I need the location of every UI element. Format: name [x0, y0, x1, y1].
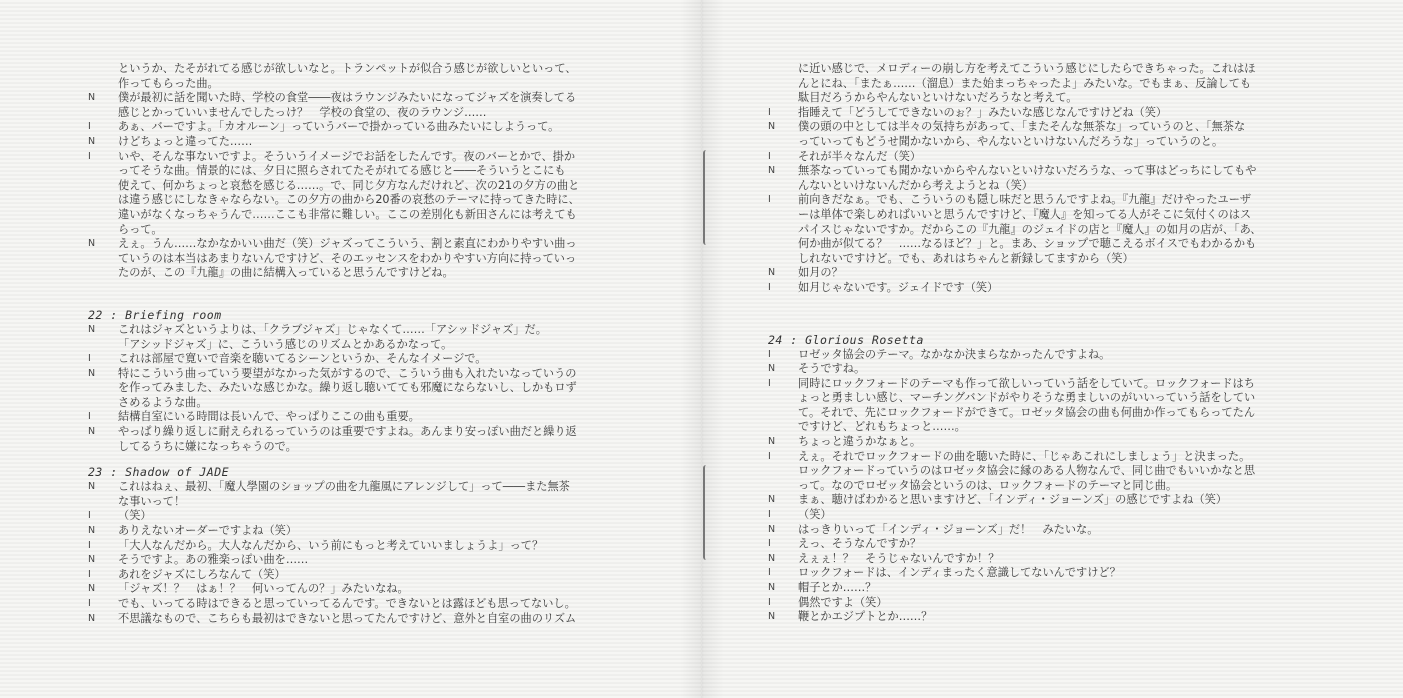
line-text: 作ってもらった曲。 [118, 76, 219, 90]
dialogue-line [88, 367, 648, 382]
dialogue-line [768, 120, 1328, 135]
dialogue-line [88, 480, 648, 495]
line-text: 何か曲が似てる？ ……なるほど？」と。まあ、ショップで聴こえるボイスでもわかるかも [798, 237, 1257, 251]
dialogue-line [768, 596, 1328, 611]
speaker-initial: N [768, 436, 776, 448]
line-text: 僕が最初に話を聞いた時、学校の食堂――夜はラウンジみたいになってジャズを演奏してる [118, 91, 577, 105]
dialogue-line [88, 193, 648, 208]
line-text: やっぱり繰り返しに耐えられるっていうのは重要ですよね。あんまり安っぽい曲だと繰り返 [118, 425, 577, 439]
line-text: これはジャズというよりは、「クラブジャズ」じゃなくて……「アシッドジャズ」だ。 [118, 322, 547, 336]
line-text: えぇ。それでロックフォードの曲を聴いた時に、「じゃあこれにしましょう」と決まった。 [798, 449, 1251, 463]
line-text: えぇ。うん……なかなかいい曲だ（笑）ジャズってこういう、割と素直にわかりやすい曲っ [118, 237, 577, 251]
dialogue-line [768, 91, 1328, 106]
dialogue-line [88, 77, 648, 92]
line-text: 違いがなくなっちゃうんで……ここも非常に難しい。ここの差別化も新田さんには考えても [118, 207, 577, 221]
line-text: えっ、そうなんですか？ [798, 537, 922, 551]
line-text: 如月じゃないです。ジェイドです（笑） [798, 280, 999, 294]
dialogue-line [88, 553, 648, 568]
line-text: （笑） [798, 508, 832, 522]
speaker-initial: I [768, 377, 771, 389]
dialogue-line [768, 450, 1328, 465]
dialogue-line [768, 377, 1328, 392]
line-text: 不思議なもので、こちらも最初はできないと思ってたんですけど、意外と自室の曲のリズム [118, 611, 577, 625]
dialogue-line [88, 509, 648, 524]
dialogue-line [768, 77, 1328, 92]
dialogue-line [768, 179, 1328, 194]
line-text: あれをジャズにしろなんて（笑） [118, 567, 286, 581]
dialogue-line [88, 120, 648, 135]
dialogue-line [88, 410, 648, 425]
speaker-initial: I [88, 510, 91, 522]
dialogue-line [768, 508, 1328, 523]
dialogue-line [768, 566, 1328, 581]
line-text: そうですね。 [798, 362, 866, 376]
line-text: 帽子とか……？ [798, 581, 877, 594]
dialogue-line [88, 164, 648, 179]
line-text: ーは単体で楽しめればいいと思うんですけど、『魔人』を知ってる人がそこに気付くのはス [798, 207, 1252, 221]
line-text: （笑） [118, 509, 152, 523]
dialogue-line [88, 425, 648, 440]
speaker-initial: I [768, 348, 771, 360]
line-text: 駄目だろうからやんないといけないだろうなと考えて。 [798, 91, 1078, 105]
dialogue-line [88, 582, 648, 597]
spacer [88, 281, 648, 307]
speaker-initial: N [768, 121, 776, 133]
line-text: してるうちに嫌になっちゃうので。 [118, 439, 297, 453]
line-text: 同時にロックフォードのテーマも作って欲しいっていう話をしていて。ロックフォードはち [798, 376, 1255, 390]
line-text: っていってもどうせ聞かないから、やんないといけないんだろうな」っていうのと。 [798, 134, 1224, 148]
dialogue-line [88, 135, 648, 150]
dialogue-line [88, 179, 648, 194]
dialogue-line [88, 338, 648, 353]
line-text: というか、たそがれてる感じが欲しいなと。トランペットが似合う感じが欲しいといって、 [118, 62, 577, 75]
speaker-initial: N [768, 523, 776, 535]
speaker-initial: N [768, 363, 776, 375]
line-text: らって。 [118, 222, 163, 236]
line-text: いや、そんな事ないですよ。そういうイメージでお話をしたんです。夜のバーとかで、掛か [118, 149, 576, 163]
speaker-initial: I [88, 568, 91, 580]
dialogue-line [768, 435, 1328, 450]
speaker-initial: I [768, 194, 771, 206]
speaker-initial: N [88, 612, 96, 624]
staple-bottom [703, 465, 709, 560]
spacer [768, 322, 1328, 332]
dialogue-line [88, 381, 648, 396]
dialogue-line [768, 106, 1328, 121]
speaker-initial: N [88, 367, 96, 379]
line-text: 結構自室にいる時間は長いんで、やっぱりここの曲も重要。 [118, 410, 420, 424]
line-text: ょっと勇ましい感じ、マーチングバンドがやりそうな勇ましいのがいいっていう話をしてい [798, 391, 1256, 405]
line-text: 指睡えて「どうしてできないのぉ？」みたいな感じなんですけどね（笑） [798, 105, 1168, 119]
spacer [88, 454, 648, 464]
line-text: な事いって！ [118, 494, 186, 508]
speaker-initial: N [768, 494, 776, 506]
speaker-initial: N [768, 611, 776, 623]
line-text: さめるような曲。 [118, 395, 208, 409]
line-text: 前向きだなぁ。でも、こういうのも隠し味だと思うんですよね。『九龍』だけやったユーザ [798, 193, 1252, 207]
dialogue-line [88, 440, 648, 455]
line-text: 偶然ですよ（笑） [798, 595, 888, 609]
line-text: 鞭とかエジプトとか……？ [798, 610, 933, 624]
staple-top [703, 150, 709, 245]
dialogue-line [768, 281, 1328, 296]
line-text: けどちょっと違ってた…… [118, 134, 253, 148]
speaker-initial: I [768, 567, 771, 579]
dialogue-line [768, 252, 1328, 267]
dialogue-line [88, 208, 648, 223]
line-text: あぁ、バーですよ。「カオルーン」っていうバーで掛かっている曲みたいにしようって。 [118, 120, 560, 134]
speaker-initial: I [768, 150, 771, 162]
line-text: 僕の頭の中としては半々の気持ちがあって、「またそんな無茶な」っていうのと、「無茶な [798, 120, 1246, 134]
line-text: 「ジャズ！？ はぁ！？ 何いってんの？」みたいなね。 [118, 582, 409, 596]
dialogue-line [88, 323, 648, 338]
line-text: んないといけないんだから考えようとね（笑） [798, 178, 1033, 192]
left-column [88, 62, 648, 626]
speaker-initial: N [768, 165, 776, 177]
dialogue-line [768, 135, 1328, 150]
speaker-initial: N [768, 552, 776, 564]
dialogue-line [768, 223, 1328, 238]
dialogue-line [88, 612, 648, 627]
speaker-initial: I [88, 539, 91, 551]
section-heading: 23 : Shadow of JADE [88, 465, 230, 480]
speaker-initial: I [768, 596, 771, 608]
line-text: は違う感じにしなきゃならない。この夕方の曲から20番の哀愁のテーマに持ってきた時に、 [118, 193, 580, 207]
dialogue-line [88, 62, 648, 77]
speaker-initial: N [88, 525, 96, 537]
dialogue-line [768, 164, 1328, 179]
speaker-initial: N [88, 481, 96, 493]
line-text: ちょっと違うかなぁと。 [798, 435, 922, 449]
dialogue-line [768, 348, 1328, 363]
dialogue-line [88, 150, 648, 165]
dialogue-line [768, 193, 1328, 208]
dialogue-line [88, 252, 648, 267]
line-text: 使えて、何かちょっと哀愁を感じる……。で、同じ夕方なんだけれど、次の21の夕方の曲と [118, 178, 580, 192]
line-text: パイスじゃないですか。だからこの『九龍』のジェイドの店と『魔人』の如月の店が、「あ、 [798, 222, 1262, 236]
line-text: んとにね、「またぁ……（溜息）また始まっちゃったよ」みたいな。でもまぁ、反論しても [798, 76, 1252, 90]
dialogue-line [768, 581, 1328, 596]
section-heading: 22 : Briefing room [88, 307, 222, 322]
dialogue-line [88, 237, 648, 252]
speaker-initial: I [768, 106, 771, 118]
dialogue-line [88, 266, 648, 281]
speaker-initial: I [88, 598, 91, 609]
dialogue-line [768, 479, 1328, 494]
speaker-initial: N [88, 583, 96, 595]
speaker-initial: I [768, 509, 771, 521]
dialogue-line [768, 391, 1328, 406]
dialogue-line [768, 362, 1328, 377]
speaker-initial: I [768, 450, 771, 462]
line-text: ロックフォードっていうのはロゼッタ協会に縁のある人物なんで、同じ曲でもいいかなと思 [798, 464, 1256, 478]
speaker-initial: N [768, 267, 776, 279]
spacer [768, 296, 1328, 322]
speaker-initial: I [88, 411, 91, 423]
dialogue-line [88, 539, 648, 554]
dialogue-line [768, 493, 1328, 508]
dialogue-line [768, 523, 1328, 538]
dialogue-line [768, 420, 1328, 435]
right-column [768, 62, 1328, 625]
speaker-initial: I [88, 353, 91, 365]
dialogue-line [768, 610, 1328, 625]
line-text: ロックフォードは、インディまったく意識してないんですけど？ [798, 566, 1121, 580]
line-text: ロゼッタ協会のテーマ。なかなか決まらなかったんですよね。 [798, 347, 1111, 361]
dialogue-line [768, 552, 1328, 567]
dialogue-line [88, 106, 648, 121]
speaker-initial: N [88, 92, 96, 104]
dialogue-line [88, 597, 648, 612]
dialogue-line [88, 495, 648, 510]
line-text: 特にこういう曲っていう要望がなかった気がするので、こういう曲も入れたいなっていうの [118, 366, 577, 380]
line-text: それが半々なんだ（笑） [798, 149, 922, 163]
dialogue-line [88, 91, 648, 106]
speaker-initial: N [88, 323, 96, 335]
line-text: 感じとかっていいませんでしたっけ？ 学校の食堂の、夜のラウンジ…… [118, 105, 487, 119]
section-heading: 24 : Glorious Rosetta [768, 332, 924, 347]
dialogue-line [768, 150, 1328, 165]
speaker-initial: I [88, 150, 91, 162]
speaker-initial: N [88, 426, 96, 438]
line-text: これはねぇ、最初、「魔人學園のショップの曲を九龍風にアレンジして」って――また無茶 [118, 480, 570, 494]
dialogue-line [768, 237, 1328, 252]
speaker-initial: N [768, 582, 776, 593]
dialogue-line [88, 352, 648, 367]
dialogue-line [768, 266, 1328, 281]
line-text: しれないですけど。でも、あれはちゃんと新録してますから（笑） [798, 251, 1134, 265]
line-text: ってそうな曲。情景的には、夕日に照らされてたそがれてる感じと――そういうとこにも [118, 164, 566, 178]
speaker-initial: I [768, 538, 771, 550]
page-gutter [680, 0, 724, 698]
line-text: 如月の？ [798, 266, 843, 280]
line-text: ていうのは本当はあまりないんですけど、そのエッセンスをわかりやすい方向に持っていっ [118, 251, 577, 265]
line-text: って。なのでロゼッタ協会というのは、ロックフォードのテーマと同じ曲。 [798, 478, 1178, 492]
line-text: 「アシッドジャズ」に、こういう感じのリズムとかあるかなって。 [118, 337, 453, 351]
dialogue-line [768, 406, 1328, 421]
speaker-initial: I [768, 281, 771, 293]
dialogue-line [768, 208, 1328, 223]
dialogue-line [768, 464, 1328, 479]
dialogue-line [768, 62, 1328, 77]
line-text: て。それで、先にロックフォードができて。ロゼッタ協会の曲も何曲か作ってもらってたん [798, 405, 1256, 419]
line-text: たのが、この『九龍』の曲に結構入っていると思うんですけどね。 [118, 266, 454, 280]
line-text: でも、いってる時はできると思っていってるんです。できないとは露ほども思ってないし。 [118, 597, 576, 610]
dialogue-line [88, 524, 648, 539]
line-text: まぁ、聴けばわかると思いますけど、「インディ・ジョーンズ」の感じですよね（笑） [798, 493, 1228, 507]
line-text: 「大人なんだから。大人なんだから、いう前にもっと考えていいましょうよ」って？ [118, 538, 544, 552]
line-text: ありえないオーダーですよね（笑） [118, 524, 298, 538]
dialogue-line [768, 537, 1328, 552]
line-text: ですけど、どれもちょっと……。 [798, 420, 966, 434]
line-text: えぇぇ！？ そうじゃないんですか！？ [798, 551, 1000, 565]
speaker-initial: N [88, 135, 96, 147]
dialogue-line [88, 568, 648, 583]
line-text: に近い感じで、メロディーの崩し方を考えてこういう感じにしたらできちゃった。これはほ [798, 62, 1256, 75]
dialogue-line [88, 396, 648, 411]
speaker-initial: N [88, 238, 96, 250]
line-text: これは部屋で寛いで音楽を聴いてるシーンというか、そんなイメージで。 [118, 352, 487, 366]
speaker-initial: N [88, 554, 96, 566]
line-text: そうですよ。あの雅楽っぽい曲を…… [118, 553, 309, 567]
dialogue-line [88, 223, 648, 238]
line-text: を作ってみました、みたいな感じかな。繰り返し聴いてても邪魔にならないし、しかもロず [118, 381, 577, 395]
line-text: 無茶なっていっても聞かないからやんないといけないだろうな、って事はどっちにしてもや [798, 164, 1257, 178]
speaker-initial: I [88, 121, 91, 133]
line-text: はっきりいって「インディ・ジョーンズ」だ！ みたいな。 [798, 522, 1099, 536]
